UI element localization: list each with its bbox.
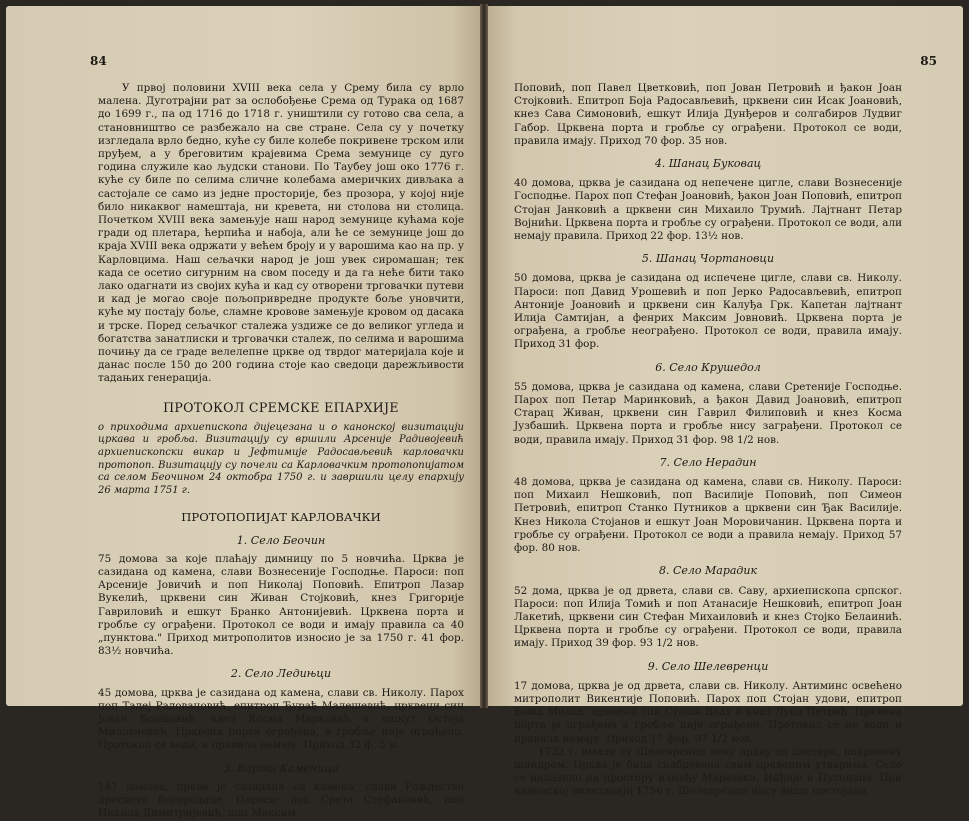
item-text: 40 домова, црква је сазидана од непечене цигле, слави Вознесеније Господње. Парох поп Стефан Јоановић, ђакон Јоан Поповић, епитроп Стојан Јанковић а црквени син Михаило Трумић. Лајтнант Петар Војнићи. Црквена порта и гробље су ограђени. Протокол се води, али немају правила. Приход 22 фор. 13½ нов.	[514, 177, 902, 243]
item-text: 45 домова, црква је сазидана од камена, слави св. Николу. Парох поп Тадеј Радовановић, епитроп Ђурађ Малешевић, црквени син Јован Бошковић, кнез Косма Марковић и ешкут Остоја Миловчевић. Црквена порта ограђена, а гробље није ограђено. Протокол се води, а правила немају. Приход 32 ф. 5 н.	[98, 686, 464, 752]
item-heading: 4. Шанац Буковац	[654, 157, 762, 171]
section-subtitle: о приходима архиепископа дијецезана и о канонској визитацији цркава и гробља. Визитацију су вршили Арсеније Радивојевић архиепископски викар и Јефтимије Радосављевић карловачки протопоп. Визитацију су почели са Карловачким протопопијатом са селом Беочином 24 октобра 1750 г. и завршили целу епархију 26 марта 1751 г.	[98, 421, 464, 496]
item-heading: 8. Село Марадик	[658, 564, 758, 578]
item-heading: 6. Село Крушедол	[655, 360, 761, 374]
intro-paragraph: У првој половини XVIII века села у Срему била су врло малена. Дуготрајни рат за ослобођење Срема од Турака од 1687 до 1699 г., па од 1716 до 1718 г. уништили су готово сва села, а становништво се разбежало на све стране. Села су у почетку изгледала врло бедно, куће су биле колебе покривене трском или пруђем, а у бреговитим крајевима Срема земунице су дуго година служиле као људски станови. По Таубеу још око 1776 г. куће су биле по селима сличне колебама америчких дивљака а састојале се само из једне просторије, без прозора, у којој није било никаквог намештаја, ни кревета, ни столова ни столица. Почетком XVIII века замењује наш народ земунице кућама које гради од плетара, ћерпића и набоја, али ће се земунице још до краја XVIII века одржати у већем броју и у варошима као на пр. у Карловцима. Наш сељачки народ је још увек сиромашан; тек када се осетио сигурним на свом поседу и да га неће бити тако лако одагнати из својих кућа и кад су отворени трговачки путеви и кад је могао своје пољопривредне продукте боље уновчити, куће му постају боље, сламне кровове замењује кровом од дасака и трске. Поред сељачког сталежа уздиже се до великог угледа и богатства занатлиски и трговачки сталеж, по селима и варошима почињу да се граде велелепне цркве од тврдог материјала које и данас после 150 до 200 година стоје као сведоци дарежљивости тадањих генерација.	[98, 82, 464, 385]
item-text: 55 домова, црква је сазидана од камена, слави Сретеније Господње. Парох поп Петар Маринковић, а ђакон Давид Јоановић, епитроп Старац Живан, црквени син Гаврил Филиповић и кнез Косма Јузбашић. Црквена порта и гробље нису заграђени. Протокол се води, правила имају. Приход 31 фор. 98 1/2 нов.	[514, 380, 902, 446]
item-text: 52 дома, црква је од дрвета, слави св. Саву, архиепископа српског. Пароси: поп Илија Томић и поп Атанасије Нешковић, епитроп Јоан Лакетић, црквени син Стефан Михаиловић и кнез Стојко Белаинић. Црквена порта и гробље су ограђени. Протокол се води, правила имају. Приход 39 фор. 93 1/2 нов.	[514, 584, 902, 650]
item-text: 147 домова, црква је сазидана од камена, слави Рождество пресвете Богородице. Пароси: поп Срета Стефановић, поп Никола Димитријевић, поп Максим	[98, 780, 464, 820]
item-text: 17 домова, црква је од дрвета, слави св. Николу. Антиминс освећено митрополит Викентије Поповић. Парох поп Стојан удови, епитроп Божа Михић, црквени син Стојан Влах и кнез Лука Петрић. Црквена порта је ограђена а гробље није ограђено. Протокол се не води и правила немају. Приход 17 фор. 97 1/2 нов.	[514, 679, 902, 745]
section-title: ПРОТОКОЛ СРЕМСКЕ ЕПАРХИЈЕ	[163, 399, 399, 415]
left-page-text	[98, 82, 464, 821]
item-heading: 7. Село Нерадин	[659, 455, 757, 469]
item-text-continued: 1732 г. имали су Шелевренци нову цркву од плетара, покривену шиндром. Црква је била снабдевена свим црквеним утварима. Село се налазило на простору између Мараввка, Инђије и Путинаца. При канонској визитацији 1756 г. Шелевренци нису више постојали.	[514, 745, 902, 798]
right-page	[488, 6, 963, 798]
item-text: 75 домова за које плаћају димницу по 5 новчића. Црква је сазидана од камена, слави Вознесеније Господње. Пароси: поп Арсеније Јовичић и поп Николај Поповић. Епитроп Лазар Вукелић, црквени син Живан Стојковић, кнез Григорије Гавриловић и ешкут Бранко Антонијевић. Црквена порта и гробље су ограђени. Протокол се води и имају правила са 40 „пунктова." Приход митрополитов износио је за 1750 г. 41 фор. 83½ новчића.	[98, 552, 464, 658]
continuation-paragraph: Поповић, поп Павел Цветковић, поп Јован Петровић и ђакон Јоан Стојковић. Епитроп Боја Радосављевић, црквени син Исак Јоановић, кнез Сава Симоновић, ешкут Илија Дунђеров и солгабиров Лудвиг Габор. Црквена порта и гробље су ограђени. Протокол се води, правила имају. Приход 70 фор. 35 нов.	[514, 82, 902, 147]
item-heading: 3. Варош Каменица	[223, 761, 339, 775]
book-gutter	[480, 4, 488, 708]
protopopijat-heading: ПРОТОПОПИЈАТ КАРЛОВАЧКИ	[181, 510, 381, 525]
item-heading: 9. Село Шелевренци	[647, 659, 769, 673]
item-text: 50 домова, црква је сазидана од испечене цигле, слави св. Николу. Пароси: поп Давид Урошевић и поп Јерко Радосављевић, епитроп Антоније Јоановић и црквени син Калуђа Грк. Капетан лајтнант Илија Самтијан, а фенрих Максим Јовновић. Црквена порта је ограђена, а гробље неограђено. Протокол се води, правила имају. Приход 31 фор.	[514, 272, 902, 351]
item-text: 48 домова, црква је сазидана од камена, слави св. Николу. Пароси: поп Михаил Нешковић, поп Василије Поповић, поп Симеон Петровић, епитроп Станко Путников а црквени син Ђак Василије. Кнез Никола Стојанов и ешкут Јоан Моровичанин. Црквена порта и гробље су ограђени. Протокол се води а правила немају. Приход 57 фор. 80 нов.	[514, 476, 902, 555]
page-number-left: 84	[90, 54, 107, 68]
page-number-right: 85	[920, 54, 937, 68]
item-heading: 5. Шанац Чортановци	[641, 252, 775, 266]
right-page-text	[514, 82, 902, 799]
left-page	[6, 6, 480, 820]
item-heading: 1. Село Беочин	[236, 533, 326, 547]
item-heading: 2. Село Ледињци	[230, 667, 332, 681]
